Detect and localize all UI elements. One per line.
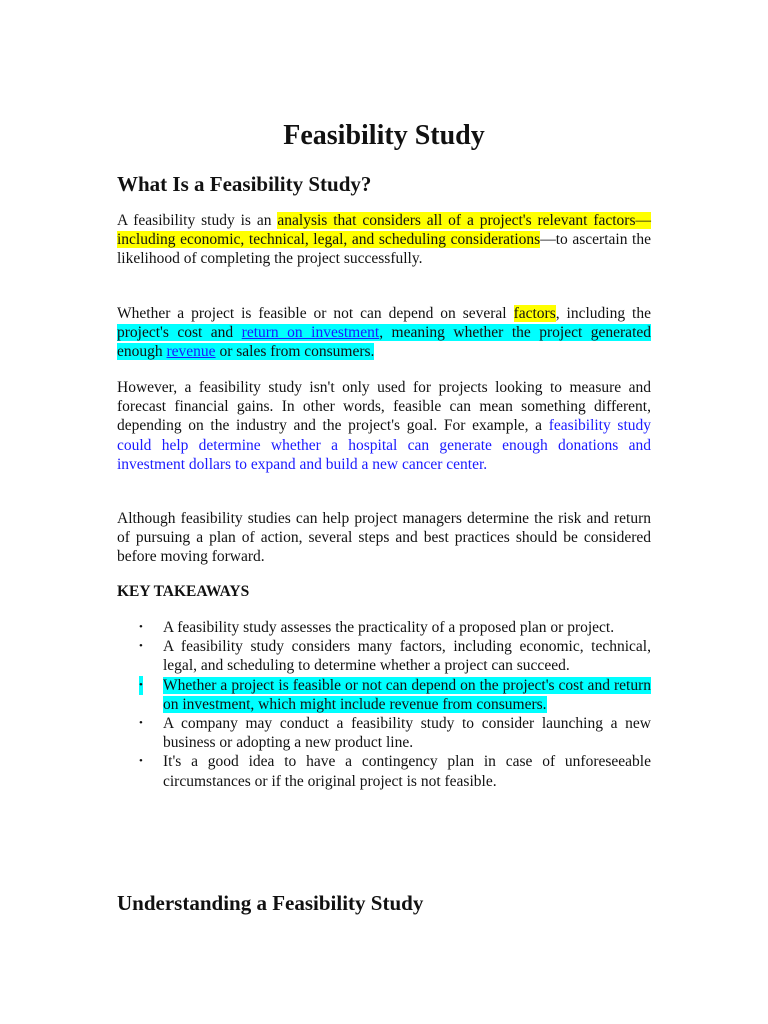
- list-item-text: A feasibility study assesses the practicality of a proposed plan or project.: [163, 619, 615, 636]
- bullet-icon: •: [139, 640, 143, 653]
- highlighted-text: [117, 324, 651, 360]
- text-run: However, a feasibility study isn't only used for projects looking to measure and forecast financial gains. In other words, feasible can mean something different, depending on the industry and the project's goal. For example, a: [117, 379, 651, 435]
- list-item-text: A company may conduct a feasibility study to consider launching a new business or adopting a new product line.: [163, 715, 651, 752]
- text-run: or sales from consumers.: [215, 343, 375, 361]
- list-item: [117, 637, 651, 675]
- text-run: Whether a project is feasible or not can depend on several: [117, 305, 514, 322]
- key-takeaways-heading: KEY TAKEAWAYS: [117, 583, 250, 600]
- text-run: A feasibility study is an: [117, 212, 278, 229]
- section-heading-what-is: What Is a Feasibility Study?: [117, 172, 372, 196]
- highlighted-text: factors: [513, 305, 556, 322]
- link-revenue[interactable]: revenue: [166, 343, 216, 361]
- list-item: [117, 676, 651, 714]
- bullet-icon: •: [139, 717, 143, 730]
- blue-text: feasibility study could help determine whether a hospital can generate enough donations and investment dollars to expand and build a new cancer center.: [117, 417, 651, 473]
- text-run: , including: [555, 305, 633, 322]
- list-item: [117, 618, 651, 637]
- text-run: the: [632, 305, 651, 322]
- list-item-text: Whether a project is feasible or not can depend on the project's cost and return on investment, which might include revenue from consumers.: [163, 676, 651, 713]
- paragraph-definition: [117, 211, 651, 269]
- list-item: [117, 752, 651, 790]
- document-title: Feasibility Study: [283, 120, 485, 151]
- text-run: , meaning whether the project generated enough: [117, 324, 651, 361]
- bullet-icon: •: [139, 621, 143, 633]
- text-run: project's cost and: [117, 324, 242, 342]
- list-item-text: It's a good idea to have a contingency plan in case of unforeseeable circumstances or if the original project is not feasible.: [163, 753, 651, 790]
- highlighted-text: analysis that considers all of a project's relevant factors—including economic, technical, legal, and scheduling considerations: [117, 212, 651, 249]
- list-item: [117, 714, 651, 752]
- bullet-icon: •: [139, 755, 143, 768]
- link-return-on-investment[interactable]: return on investment: [241, 324, 380, 342]
- bullet-icon: •: [139, 676, 143, 695]
- key-takeaways-list: [117, 618, 651, 791]
- section-heading-understanding: Understanding a Feasibility Study: [117, 891, 424, 915]
- paragraph-hospital-example: [117, 378, 651, 474]
- paragraph-factors: [117, 304, 651, 362]
- paragraph-risk-return: Although feasibility studies can help project managers determine the risk and return of pursuing a plan of action, several steps and best practices should be considered before moving forward.: [117, 510, 651, 566]
- list-item-text: A feasibility study considers many factors, including economic, technical, legal, and scheduling to determine whether a project can succeed.: [163, 638, 651, 675]
- text-run: —to ascertain the likelihood of completing the project successfully.: [117, 231, 651, 268]
